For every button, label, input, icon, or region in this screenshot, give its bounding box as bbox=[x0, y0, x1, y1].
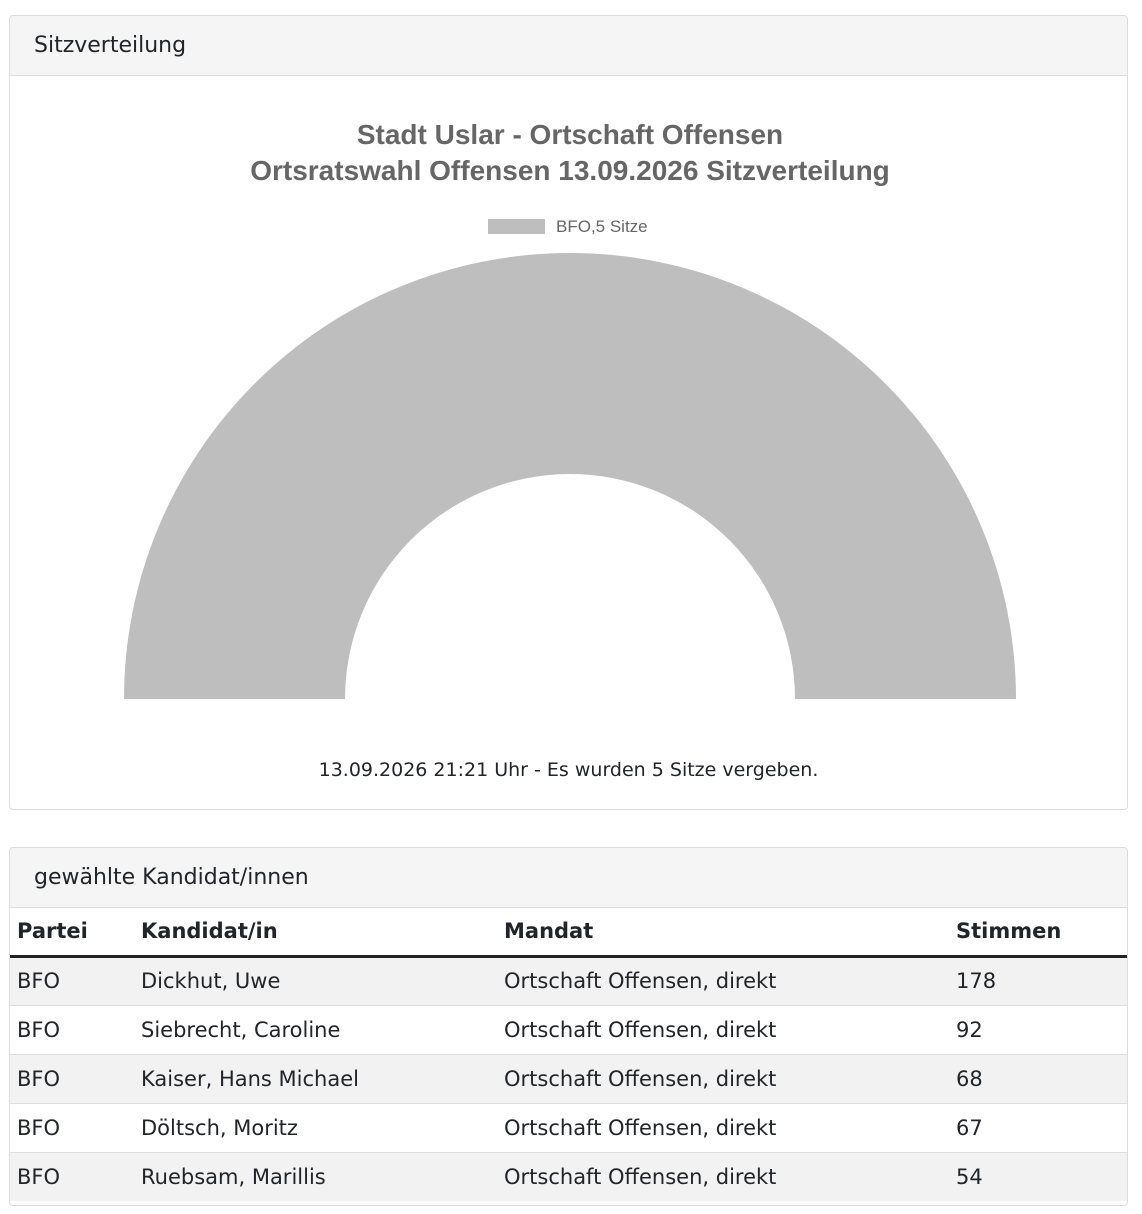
column-header-partei: Partei bbox=[10, 908, 134, 956]
cell-kandidat: Dickhut, Uwe bbox=[134, 956, 497, 1005]
chart-title-line-1: Stadt Uslar - Ortschaft Offensen bbox=[356, 119, 784, 150]
cell-mandat: Ortschaft Offensen, direkt bbox=[497, 1152, 949, 1201]
legend-label[interactable]: BFO,5 Sitze bbox=[556, 217, 648, 236]
cell-mandat: Ortschaft Offensen, direkt bbox=[497, 956, 949, 1005]
cell-kandidat: Ruebsam, Marillis bbox=[134, 1152, 497, 1201]
table-row bbox=[10, 1005, 1127, 1054]
table-row bbox=[10, 956, 1127, 1005]
cell-stimmen: 92 bbox=[949, 1005, 1127, 1054]
cell-partei: BFO bbox=[10, 1152, 134, 1201]
seat-distribution-header: Sitzverteilung bbox=[10, 16, 1127, 76]
seat-distribution-chart bbox=[10, 76, 1128, 746]
table-row bbox=[10, 1152, 1127, 1201]
seat-distribution-card bbox=[9, 15, 1128, 810]
chart-footer-status: 13.09.2026 21:21 Uhr - Es wurden 5 Sitze vergeben. bbox=[318, 759, 819, 781]
column-header-kandidat: Kandidat/in bbox=[134, 908, 497, 956]
elected-candidates-card bbox=[9, 847, 1128, 1206]
cell-mandat: Ortschaft Offensen, direkt bbox=[497, 1103, 949, 1152]
cell-partei: BFO bbox=[10, 1005, 134, 1054]
cell-stimmen: 54 bbox=[949, 1152, 1127, 1201]
table-row bbox=[10, 1103, 1127, 1152]
cell-stimmen: 68 bbox=[949, 1054, 1127, 1103]
cell-stimmen: 67 bbox=[949, 1103, 1127, 1152]
seat-arc-bfo[interactable] bbox=[124, 253, 1016, 699]
chart-title-line-2: Ortsratswahl Offensen 13.09.2026 Sitzverteilung bbox=[250, 155, 890, 186]
table-row bbox=[10, 1054, 1127, 1103]
cell-mandat: Ortschaft Offensen, direkt bbox=[497, 1005, 949, 1054]
column-header-mandat: Mandat bbox=[497, 908, 949, 956]
candidates-table bbox=[10, 908, 1127, 1201]
cell-partei: BFO bbox=[10, 1054, 134, 1103]
cell-kandidat: Kaiser, Hans Michael bbox=[134, 1054, 497, 1103]
cell-partei: BFO bbox=[10, 1103, 134, 1152]
column-header-stimmen: Stimmen bbox=[949, 908, 1127, 956]
table-header-row bbox=[10, 908, 1127, 956]
cell-kandidat: Siebrecht, Caroline bbox=[134, 1005, 497, 1054]
chart-arcs bbox=[124, 253, 1016, 699]
cell-partei: BFO bbox=[10, 956, 134, 1005]
cell-stimmen: 178 bbox=[949, 956, 1127, 1005]
elected-candidates-header: gewählte Kandidat/innen bbox=[10, 848, 1127, 908]
cell-kandidat: Döltsch, Moritz bbox=[134, 1103, 497, 1152]
cell-mandat: Ortschaft Offensen, direkt bbox=[497, 1054, 949, 1103]
legend-swatch[interactable] bbox=[488, 219, 545, 234]
